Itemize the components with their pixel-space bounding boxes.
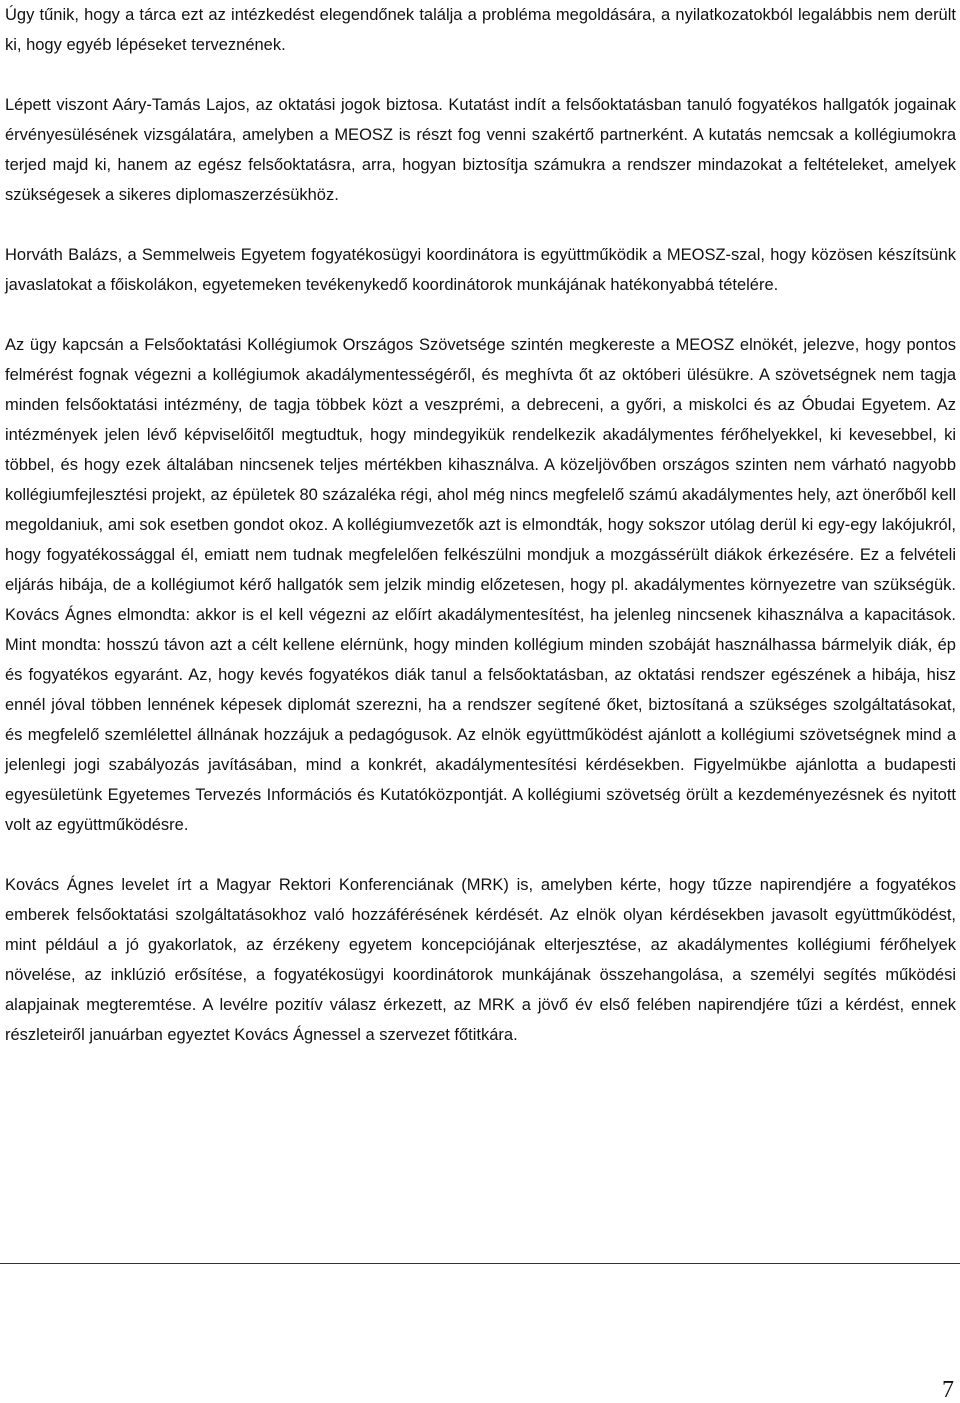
footer-divider	[0, 1263, 960, 1264]
paragraph-4: Az ügy kapcsán a Felsőoktatási Kollégiumok Országos Szövetsége szintén megkereste a MEOSZ elnökét, jelezve, hogy pontos felmérést fognak végezni a kollégiumok akadálymentességéről, és meghívta őt az októberi ülésükre. A szövetségnek nem tagja minden felsőoktatási intézmény, de tagja többek közt a veszprémi, a debreceni, a győri, a miskolci és az Óbudai Egyetem. Az intézmények jelen lévő képviselőitől megtudtuk, hogy mindegyikük rendelkezik akadálymentes férőhelyekkel, ki kevesebbel, ki többel, és hogy ezek általában nincsenek teljes mértékben kihasználva. A közeljövőben országos szinten nem várható nagyobb kollégiumfejlesztési projekt, az épületek 80 százaléka régi, ahol még nincs megfelelő számú akadálymentes hely, azt önerőből kell megoldaniuk, ami sok esetben gondot okoz. A kollégiumvezetők azt is elmondták, hogy sokszor utólag derül ki egy-egy lakójukról, hogy fogyatékossággal él, emiatt nem tudnak megfelelően felkészülni mondjuk a mozgássérült diákok érkezésére. Ez a felvételi eljárás hibája, de a kollégiumot kérő hallgatók sem jelzik mindig előzetesen, hogy pl. akadálymentes környezetre van szükségük. Kovács Ágnes elmondta: akkor is el kell végezni az előírt akadálymentesítést, ha jelenleg nincsenek kihasználva a kapacitások. Mint mondta: hosszú távon azt a célt kellene elérnünk, hogy minden kollégium minden szobáját használhassa bármelyik diák, ép és fogyatékos egyaránt. Az, hogy kevés fogyatékos diák tanul a felsőoktatásban, az oktatási rendszer egészének a hibája, hisz ennél jóval többen lennének képesek diplomát szerezni, ha a rendszer segítené őket, biztosítaná a szükséges szolgáltatásokat, és megfelelő szemlélettel állnának hozzájuk a pedagógusok. Az elnök együttműködést ajánlott a kollégiumi szövetségnek mind a jelenlegi jogi szabályozás javításában, mind a konkrét, akadálymentesítési kérdésekben. Figyelmükbe ajánlotta a budapesti egyesületünk Egyetemes Tervezés Információs és Kutatóközpontját. A kollégiumi szövetség örült a kezdeményezésnek és nyitott volt az együttműködésre.	[5, 336, 956, 834]
page-number: 7	[942, 1377, 954, 1403]
paragraph-2: Lépett viszont Aáry-Tamás Lajos, az oktatási jogok biztosa. Kutatást indít a felsőoktatásban tanuló fogyatékos hallgatók jogainak érvényesülésének vizsgálatára, amelyben a MEOSZ is részt fog venni szakértő partnerként. A kutatás nemcsak a kollégiumokra terjed majd ki, hanem az egész felsőoktatásra, arra, hogyan biztosítja számukra a rendszer mindazokat a feltételeket, amelyek szükségesek a sikeres diplomaszerzésükhöz.	[5, 96, 956, 204]
paragraph-3: Horváth Balázs, a Semmelweis Egyetem fogyatékosügyi koordinátora is együttműködik a MEOSZ-szal, hogy közösen készítsünk javaslatokat a főiskolákon, egyetemeken tevékenykedő koordinátorok munkájának hatékonyabbá tételére.	[5, 246, 956, 294]
paragraph-1: Úgy tűnik, hogy a tárca ezt az intézkedést elegendőnek találja a probléma megoldására, a nyilatkozatokból legalábbis nem derült ki, hogy egyéb lépéseket terveznének.	[5, 6, 956, 54]
paragraph-5: Kovács Ágnes levelet írt a Magyar Rektori Konferenciának (MRK) is, amelyben kérte, hogy tűzze napirendjére a fogyatékos emberek felsőoktatási szolgáltatásokhoz való hozzáférésének kérdését. Az elnök olyan kérdésekben javasolt együttműködést, mint például a jó gyakorlatok, az érzékeny egyetem koncepciójának elterjesztése, az akadálymentes kollégiumi férőhelyek növelése, az inklúzió erősítése, a fogyatékosügyi koordinátorok munkájának összehangolása, a személyi segítés működési alapjainak megteremtése. A levélre pozitív válasz érkezett, az MRK a jövő év első felében napirendjére tűzi a kérdést, ennek részleteiről januárban egyeztet Kovács Ágnessel a szervezet főtitkára.	[5, 876, 956, 1044]
document-body	[5, 0, 956, 1050]
